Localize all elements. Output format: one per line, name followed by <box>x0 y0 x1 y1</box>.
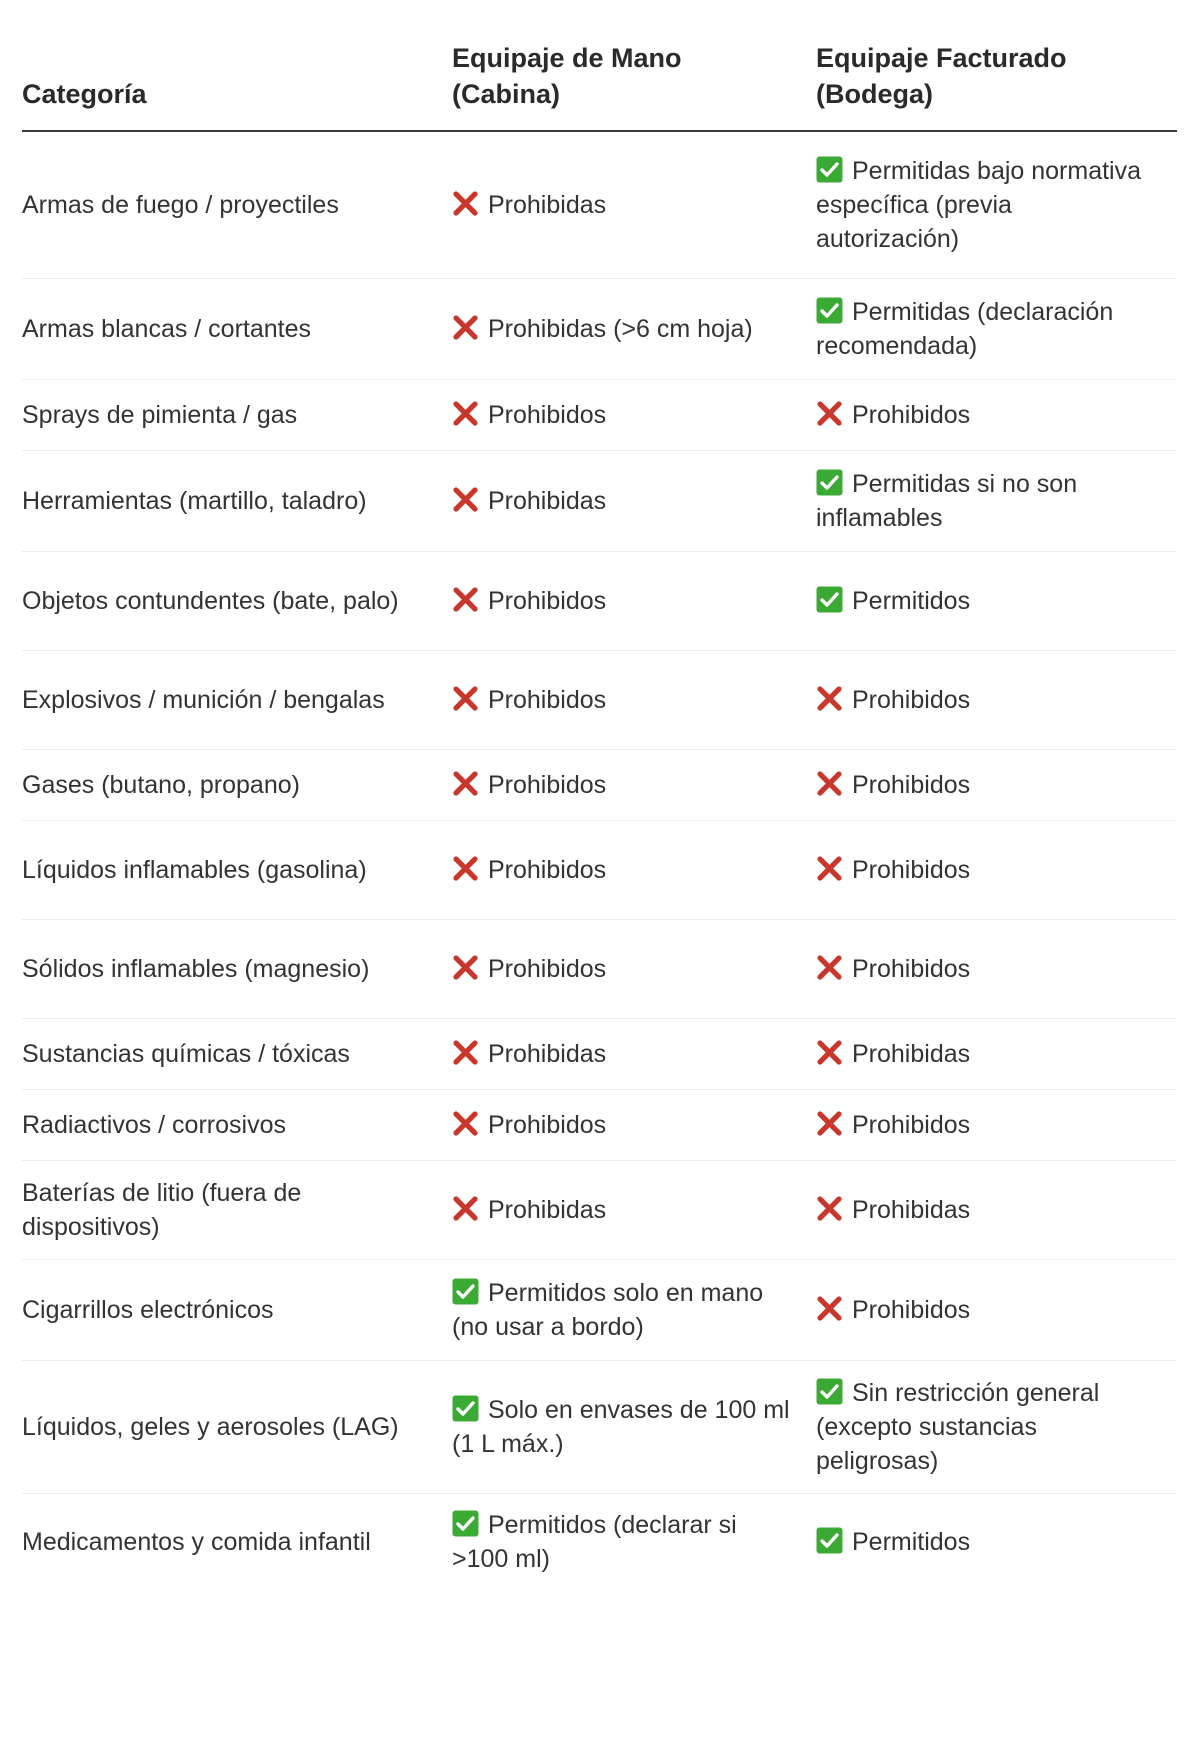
table-row <box>22 1160 1177 1259</box>
cross-mark-icon <box>816 685 843 712</box>
table-row <box>22 1089 1177 1160</box>
cabin-cell <box>452 1360 816 1493</box>
table-body <box>22 131 1177 1590</box>
cross-mark-icon <box>816 770 843 797</box>
cabin-text: Prohibidas <box>488 486 607 515</box>
cabin-text: Prohibidas (>6 cm hoja) <box>488 314 753 343</box>
cross-mark-icon <box>452 486 479 513</box>
table-row <box>22 278 1177 379</box>
cross-mark-icon <box>816 1110 843 1137</box>
cabin-text: Prohibidos <box>488 855 607 884</box>
cabin-text: Prohibidas <box>488 1195 607 1224</box>
cross-mark-icon <box>452 400 479 427</box>
hold-text: Prohibidos <box>852 770 971 799</box>
cross-mark-icon <box>452 314 479 341</box>
category-cell: Líquidos, geles y aerosoles (LAG) <box>22 1360 452 1493</box>
cabin-text: Prohibidos <box>488 954 607 983</box>
category-cell: Medicamentos y comida infantil <box>22 1527 371 1556</box>
category-cell: Sprays de pimienta / gas <box>22 379 452 450</box>
check-mark-button-icon <box>452 1395 479 1422</box>
table-row <box>22 1493 1177 1590</box>
category-cell: Líquidos inflamables (gasolina) <box>22 820 452 919</box>
hold-cell <box>816 1089 1177 1160</box>
check-mark-button-icon <box>816 1527 843 1554</box>
check-mark-button-icon <box>816 469 843 496</box>
cabin-text: Permitidos solo en mano (no usar a bordo) <box>452 1278 764 1341</box>
category-cell: Explosivos / munición / bengalas <box>22 650 452 749</box>
cabin-text: Prohibidos <box>488 586 607 615</box>
hold-text: Prohibidos <box>852 1110 971 1139</box>
baggage-rules-table-container <box>22 40 1177 1590</box>
table-row <box>22 919 1177 1018</box>
hold-text: Prohibidos <box>852 400 971 429</box>
cabin-cell <box>452 1018 816 1089</box>
category-cell: Sustancias químicas / tóxicas <box>22 1018 452 1089</box>
cross-mark-icon <box>452 770 479 797</box>
table-row <box>22 551 1177 650</box>
cross-mark-icon <box>452 1195 479 1222</box>
cabin-cell <box>452 131 816 278</box>
hold-cell <box>816 1018 1177 1089</box>
category-cell: Armas blancas / cortantes <box>22 278 452 379</box>
hold-cell <box>816 820 1177 919</box>
cross-mark-icon <box>452 855 479 882</box>
cabin-cell <box>452 749 816 820</box>
check-mark-button-icon <box>816 1378 843 1405</box>
cabin-cell <box>452 1259 816 1360</box>
cross-mark-icon <box>452 190 479 217</box>
hold-text: Prohibidos <box>852 855 971 884</box>
cabin-cell <box>452 379 816 450</box>
cabin-cell <box>452 919 816 1018</box>
table-header <box>22 40 1177 131</box>
hold-text: Prohibidas <box>852 1195 971 1224</box>
table-row <box>22 650 1177 749</box>
cross-mark-icon <box>816 1295 843 1322</box>
table-row <box>22 379 1177 450</box>
cross-mark-icon <box>816 400 843 427</box>
hold-cell <box>816 919 1177 1018</box>
cabin-text: Solo en envases de 100 ml (1 L máx.) <box>452 1395 790 1458</box>
category-cell: Herramientas (martillo, taladro) <box>22 450 452 551</box>
hold-cell <box>816 379 1177 450</box>
hold-text: Sin restricción general (excepto sustancias peligrosas) <box>816 1378 1100 1475</box>
hold-cell <box>816 450 1177 551</box>
hold-text: Prohibidos <box>852 954 971 983</box>
cabin-cell <box>452 551 816 650</box>
hold-text: Prohibidos <box>852 1295 971 1324</box>
hold-text: Permitidos <box>852 1527 971 1556</box>
hold-text: Prohibidos <box>852 685 971 714</box>
cross-mark-icon <box>816 855 843 882</box>
cabin-text: Permitidos (declarar si >100 ml) <box>452 1510 737 1573</box>
cabin-cell <box>452 1089 816 1160</box>
table-row <box>22 1360 1177 1493</box>
cabin-text: Prohibidos <box>488 770 607 799</box>
cabin-text: Prohibidas <box>488 1039 607 1068</box>
baggage-rules-table <box>22 40 1177 1590</box>
category-cell: Armas de fuego / proyectiles <box>22 131 452 278</box>
hold-cell <box>816 278 1177 379</box>
cross-mark-icon <box>452 685 479 712</box>
table-row <box>22 820 1177 919</box>
hold-cell <box>816 650 1177 749</box>
hold-text: Permitidas (declaración recomendada) <box>816 297 1114 360</box>
category-cell: Cigarrillos electrónicos <box>22 1259 452 1360</box>
hold-text: Permitidas si no son inflamables <box>816 469 1078 532</box>
table-row <box>22 131 1177 278</box>
table-row <box>22 1259 1177 1360</box>
header-row <box>22 40 1177 131</box>
header-hold: Equipaje Facturado (Bodega) <box>816 40 1177 131</box>
cabin-cell <box>452 1493 816 1590</box>
hold-text: Permitidos <box>852 586 971 615</box>
cross-mark-icon <box>816 954 843 981</box>
category-cell: Baterías de litio (fuera de dispositivos) <box>22 1160 452 1259</box>
hold-cell <box>816 749 1177 820</box>
cabin-text: Prohibidos <box>488 1110 607 1139</box>
hold-text: Prohibidas <box>852 1039 971 1068</box>
check-mark-button-icon <box>452 1510 479 1537</box>
cabin-text: Prohibidos <box>488 685 607 714</box>
cross-mark-icon <box>452 1110 479 1137</box>
cabin-text: Prohibidos <box>488 400 607 429</box>
cabin-cell <box>452 650 816 749</box>
cross-mark-icon <box>816 1039 843 1066</box>
cross-mark-icon <box>816 1195 843 1222</box>
cabin-cell <box>452 1160 816 1259</box>
cabin-text: Prohibidas <box>488 190 607 219</box>
hold-cell <box>816 551 1177 650</box>
cross-mark-icon <box>452 586 479 613</box>
cabin-cell <box>452 450 816 551</box>
cabin-cell <box>452 278 816 379</box>
category-cell: Gases (butano, propano) <box>22 749 452 820</box>
cabin-cell <box>452 820 816 919</box>
cross-mark-icon <box>452 1039 479 1066</box>
header-cabin: Equipaje de Mano (Cabina) <box>452 40 816 131</box>
hold-cell <box>816 1493 1177 1590</box>
table-row <box>22 749 1177 820</box>
check-mark-button-icon <box>816 156 843 183</box>
check-mark-button-icon <box>452 1278 479 1305</box>
hold-cell <box>816 1259 1177 1360</box>
category-cell: Objetos contundentes (bate, palo) <box>22 551 452 650</box>
header-category: Categoría <box>22 40 452 131</box>
cross-mark-icon <box>452 954 479 981</box>
category-cell: Sólidos inflamables (magnesio) <box>22 919 452 1018</box>
table-row <box>22 450 1177 551</box>
check-mark-button-icon <box>816 586 843 613</box>
hold-cell <box>816 1360 1177 1493</box>
category-cell: Radiactivos / corrosivos <box>22 1089 452 1160</box>
hold-cell <box>816 1160 1177 1259</box>
table-row <box>22 1018 1177 1089</box>
hold-cell <box>816 131 1177 278</box>
check-mark-button-icon <box>816 297 843 324</box>
hold-text: Permitidas bajo normativa específica (previa autorización) <box>816 156 1142 253</box>
